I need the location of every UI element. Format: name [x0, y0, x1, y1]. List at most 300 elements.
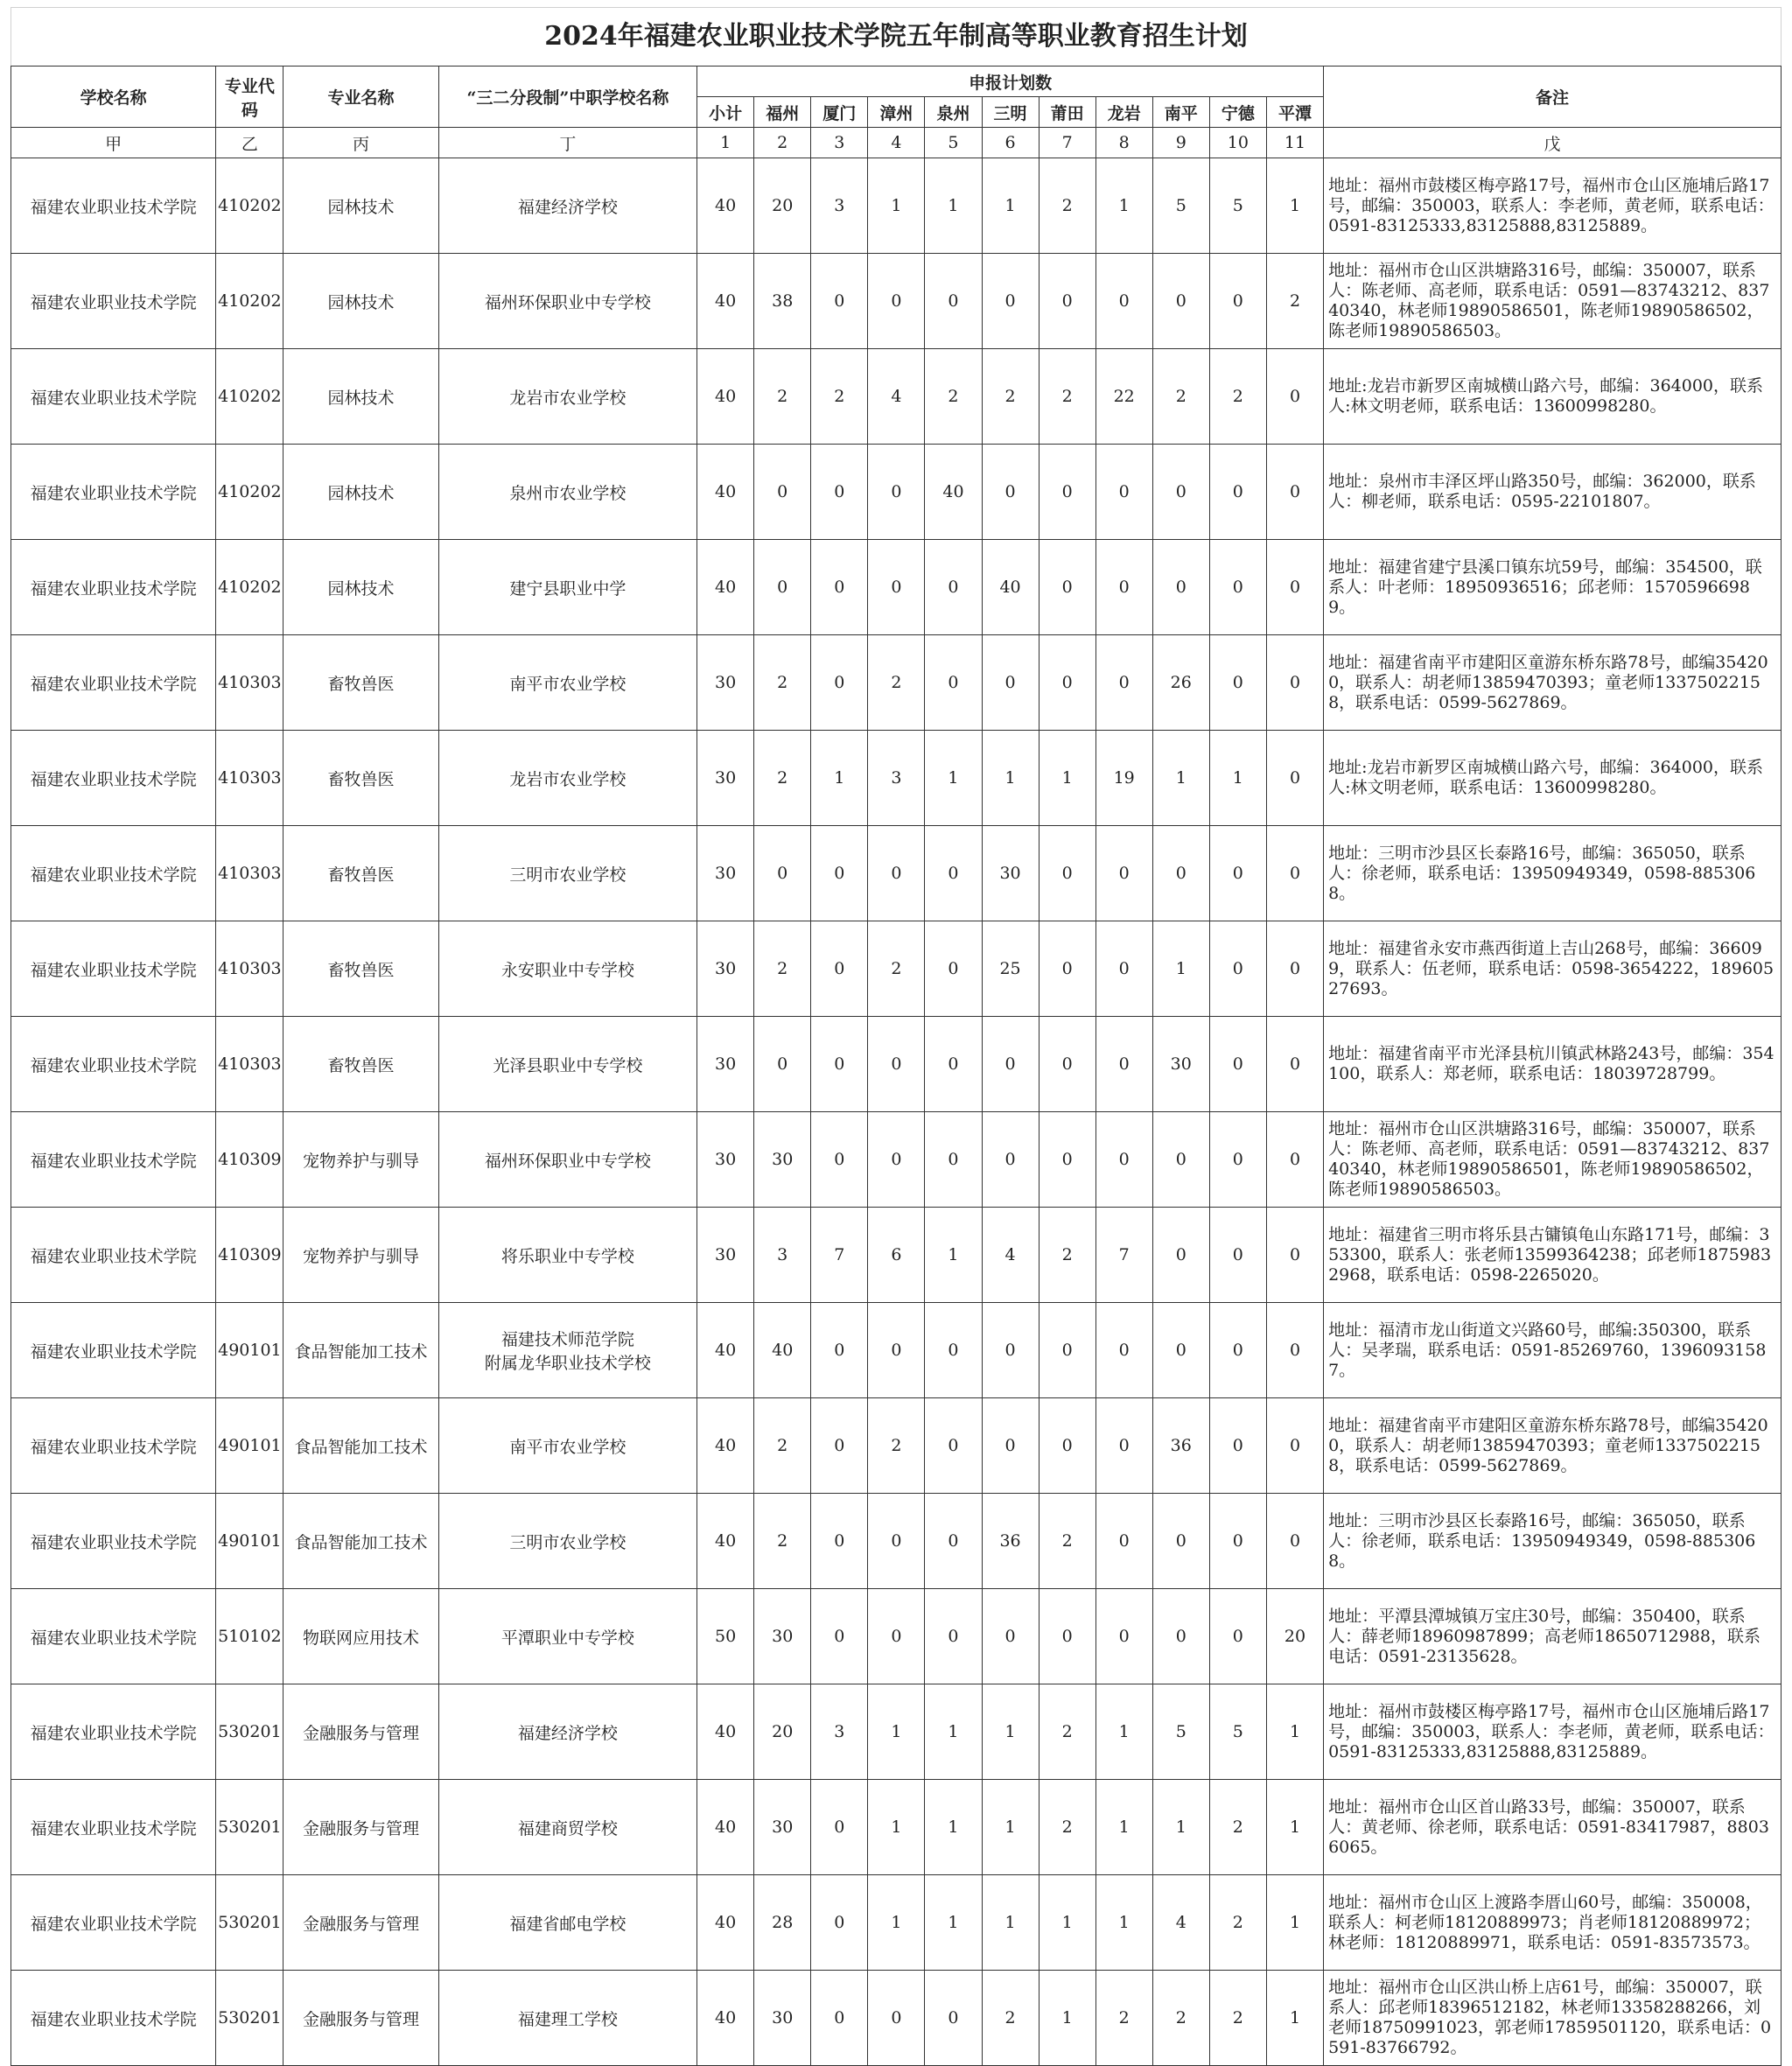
table-row — [11, 921, 1782, 1017]
header-plan-col: 福州 — [754, 97, 811, 128]
plan-count-cell: 36 — [982, 1494, 1039, 1589]
plan-count-cell: 1 — [1152, 731, 1209, 826]
major-cell: 畜牧兽医 — [284, 826, 438, 921]
plan-count-cell: 50 — [697, 1589, 754, 1684]
school-cell: 福建农业职业技术学院 — [11, 731, 216, 826]
index-cell: 甲 — [11, 128, 216, 158]
plan-count-cell: 1 — [982, 1684, 1039, 1780]
plan-count-cell: 0 — [1152, 254, 1209, 349]
plan-count-cell: 1 — [1266, 158, 1323, 254]
plan-count-cell: 36 — [1152, 1398, 1209, 1494]
plan-count-cell: 0 — [982, 635, 1039, 731]
code-cell: 510102 — [216, 1589, 284, 1684]
plan-count-cell: 0 — [1266, 1112, 1323, 1208]
partner-cell: 建宁县职业中学 — [438, 540, 696, 635]
school-cell: 福建农业职业技术学院 — [11, 540, 216, 635]
plan-count-cell: 0 — [1039, 1589, 1096, 1684]
plan-count-cell: 0 — [1096, 1398, 1152, 1494]
partner-cell: 光泽县职业中专学校 — [438, 1017, 696, 1112]
code-cell: 410303 — [216, 731, 284, 826]
plan-count-cell: 0 — [1039, 1017, 1096, 1112]
plan-count-cell: 0 — [1152, 445, 1209, 540]
header-plan-col: 小计 — [697, 97, 754, 128]
major-cell: 金融服务与管理 — [284, 1875, 438, 1971]
school-cell: 福建农业职业技术学院 — [11, 1589, 216, 1684]
note-cell: 地址：福建省南平市建阳区童游东桥东路78号，邮编354200，联系人：胡老师13859470393；童老师13375022158，联系电话：0599-5627869。 — [1324, 1398, 1782, 1494]
plan-count-cell: 0 — [982, 1589, 1039, 1684]
plan-count-cell: 0 — [982, 445, 1039, 540]
plan-count-cell: 1 — [925, 158, 982, 254]
partner-cell: 泉州市农业学校 — [438, 445, 696, 540]
plan-count-cell: 0 — [811, 1494, 868, 1589]
plan-count-cell: 0 — [1096, 1112, 1152, 1208]
plan-count-cell: 0 — [1152, 1208, 1209, 1303]
plan-count-cell: 40 — [697, 445, 754, 540]
enrollment-table — [10, 66, 1782, 2066]
note-cell: 地址：福建省永安市燕西街道上吉山268号，邮编：366099，联系人：伍老师，联系电话：0598-3654222，18960527693。 — [1324, 921, 1782, 1017]
plan-count-cell: 1 — [1152, 921, 1209, 1017]
index-cell: 戊 — [1324, 128, 1782, 158]
index-cell: 丙 — [284, 128, 438, 158]
plan-count-cell: 0 — [811, 1875, 868, 1971]
header-plan-col: 平潭 — [1266, 97, 1323, 128]
note-cell: 地址：福州市仓山区首山路33号，邮编：350007，联系人：黄老师、徐老师，联系电话：0591-83417987，88036065。 — [1324, 1780, 1782, 1875]
plan-count-cell: 22 — [1096, 349, 1152, 445]
partner-cell: 三明市农业学校 — [438, 826, 696, 921]
plan-count-cell: 2 — [868, 921, 925, 1017]
major-cell: 金融服务与管理 — [284, 1684, 438, 1780]
plan-count-cell: 0 — [868, 1017, 925, 1112]
header-major: 专业名称 — [284, 67, 438, 128]
table-row — [11, 1875, 1782, 1971]
plan-count-cell: 0 — [1209, 1398, 1266, 1494]
partner-cell: 福建理工学校 — [438, 1971, 696, 2066]
school-cell: 福建农业职业技术学院 — [11, 635, 216, 731]
plan-count-cell: 1 — [811, 731, 868, 826]
school-cell: 福建农业职业技术学院 — [11, 1112, 216, 1208]
table-row — [11, 1303, 1782, 1398]
plan-count-cell: 0 — [868, 1971, 925, 2066]
plan-count-cell: 40 — [754, 1303, 811, 1398]
table-row — [11, 158, 1782, 254]
plan-count-cell: 1 — [925, 1208, 982, 1303]
plan-count-cell: 19 — [1096, 731, 1152, 826]
plan-count-cell: 2 — [754, 731, 811, 826]
plan-count-cell: 0 — [925, 635, 982, 731]
index-cell: 2 — [754, 128, 811, 158]
plan-count-cell: 30 — [754, 1112, 811, 1208]
plan-count-cell: 30 — [697, 1017, 754, 1112]
plan-count-cell: 0 — [754, 826, 811, 921]
plan-count-cell: 0 — [811, 1398, 868, 1494]
plan-count-cell: 0 — [811, 540, 868, 635]
plan-count-cell: 0 — [1266, 921, 1323, 1017]
code-cell: 410303 — [216, 635, 284, 731]
plan-count-cell: 0 — [811, 445, 868, 540]
plan-count-cell: 0 — [1039, 445, 1096, 540]
plan-count-cell: 2 — [754, 1494, 811, 1589]
plan-count-cell: 2 — [1039, 1780, 1096, 1875]
plan-count-cell: 40 — [697, 254, 754, 349]
major-cell: 园林技术 — [284, 158, 438, 254]
table-row — [11, 826, 1782, 921]
plan-count-cell: 5 — [1152, 158, 1209, 254]
code-cell: 410309 — [216, 1208, 284, 1303]
code-cell: 410309 — [216, 1112, 284, 1208]
plan-count-cell: 1 — [1152, 1780, 1209, 1875]
plan-count-cell: 0 — [811, 1780, 868, 1875]
major-cell: 园林技术 — [284, 254, 438, 349]
plan-count-cell: 2 — [925, 349, 982, 445]
plan-count-cell: 40 — [697, 1875, 754, 1971]
plan-count-cell: 30 — [982, 826, 1039, 921]
table-row — [11, 1112, 1782, 1208]
plan-count-cell: 0 — [925, 1017, 982, 1112]
note-cell: 地址：福州市仓山区洪山桥上店61号，邮编：350007，联系人：邱老师18396512182，林老师13358288266，刘老师18750991023，郭老师17859501120，联系电话：0591-83766792。 — [1324, 1971, 1782, 2066]
table-row — [11, 731, 1782, 826]
partner-cell: 福建商贸学校 — [438, 1780, 696, 1875]
plan-count-cell: 5 — [1209, 158, 1266, 254]
plan-count-cell: 0 — [868, 445, 925, 540]
partner-cell: 永安职业中专学校 — [438, 921, 696, 1017]
plan-count-cell: 30 — [697, 826, 754, 921]
plan-count-cell: 0 — [1039, 1112, 1096, 1208]
plan-count-cell: 0 — [925, 1971, 982, 2066]
plan-count-cell: 2 — [1152, 349, 1209, 445]
plan-count-cell: 1 — [1039, 731, 1096, 826]
plan-count-cell: 0 — [1096, 1017, 1152, 1112]
plan-count-cell: 0 — [868, 1112, 925, 1208]
major-cell: 畜牧兽医 — [284, 921, 438, 1017]
plan-count-cell: 1 — [925, 1780, 982, 1875]
plan-count-cell: 0 — [811, 1589, 868, 1684]
plan-count-cell: 0 — [1209, 826, 1266, 921]
partner-cell: 南平市农业学校 — [438, 635, 696, 731]
code-cell: 530201 — [216, 1971, 284, 2066]
school-cell: 福建农业职业技术学院 — [11, 1494, 216, 1589]
plan-count-cell: 0 — [1096, 1303, 1152, 1398]
code-cell: 410202 — [216, 349, 284, 445]
header-plan-col: 南平 — [1152, 97, 1209, 128]
major-cell: 食品智能加工技术 — [284, 1494, 438, 1589]
plan-count-cell: 0 — [925, 1589, 982, 1684]
plan-count-cell: 0 — [1209, 1112, 1266, 1208]
plan-count-cell: 0 — [925, 1303, 982, 1398]
table-row — [11, 1398, 1782, 1494]
index-cell: 7 — [1039, 128, 1096, 158]
plan-count-cell: 0 — [1039, 826, 1096, 921]
major-cell: 畜牧兽医 — [284, 635, 438, 731]
plan-count-cell: 0 — [1209, 1208, 1266, 1303]
header-plan-col: 泉州 — [925, 97, 982, 128]
plan-count-cell: 0 — [1266, 731, 1323, 826]
note-cell: 地址：泉州市丰泽区坪山路350号，邮编：362000，联系人：柳老师，联系电话：0595-22101807。 — [1324, 445, 1782, 540]
code-cell: 410202 — [216, 445, 284, 540]
index-cell: 9 — [1152, 128, 1209, 158]
partner-cell: 南平市农业学校 — [438, 1398, 696, 1494]
plan-count-cell: 38 — [754, 254, 811, 349]
index-cell: 丁 — [438, 128, 696, 158]
plan-count-cell: 1 — [982, 158, 1039, 254]
major-cell: 宠物养护与驯导 — [284, 1208, 438, 1303]
note-cell: 地址：福州市鼓楼区梅亭路17号，福州市仓山区施埔后路17号，邮编：350003，联系人：李老师，黄老师，联系电话：0591-83125333,83125888,83125889。 — [1324, 158, 1782, 254]
page-title: 2024年福建农业职业技术学院五年制高等职业教育招生计划 — [10, 7, 1782, 66]
plan-count-cell: 0 — [1266, 1303, 1323, 1398]
partner-cell: 福建经济学校 — [438, 1684, 696, 1780]
code-cell: 410303 — [216, 921, 284, 1017]
plan-count-cell: 0 — [1096, 540, 1152, 635]
plan-count-cell: 0 — [1266, 1398, 1323, 1494]
plan-count-cell: 0 — [982, 1303, 1039, 1398]
table-row — [11, 254, 1782, 349]
plan-count-cell: 0 — [1209, 445, 1266, 540]
partner-cell: 福州环保职业中专学校 — [438, 1112, 696, 1208]
plan-count-cell: 0 — [1152, 826, 1209, 921]
school-cell: 福建农业职业技术学院 — [11, 1684, 216, 1780]
school-cell: 福建农业职业技术学院 — [11, 826, 216, 921]
plan-count-cell: 1 — [925, 731, 982, 826]
plan-count-cell: 1 — [982, 731, 1039, 826]
plan-count-cell: 0 — [868, 1303, 925, 1398]
school-cell: 福建农业职业技术学院 — [11, 1398, 216, 1494]
plan-count-cell: 0 — [1152, 540, 1209, 635]
plan-count-cell: 1 — [868, 158, 925, 254]
plan-count-cell: 2 — [1266, 254, 1323, 349]
note-cell: 地址：三明市沙县区长泰路16号，邮编：365050，联系人：徐老师，联系电话：13950949349，0598-8853068。 — [1324, 1494, 1782, 1589]
plan-count-cell: 30 — [697, 731, 754, 826]
plan-count-cell: 0 — [868, 1494, 925, 1589]
plan-count-cell: 0 — [925, 540, 982, 635]
plan-count-cell: 0 — [982, 1017, 1039, 1112]
plan-count-cell: 2 — [1209, 349, 1266, 445]
code-cell: 410303 — [216, 826, 284, 921]
index-cell: 4 — [868, 128, 925, 158]
plan-count-cell: 2 — [754, 635, 811, 731]
plan-count-cell: 0 — [1152, 1303, 1209, 1398]
note-cell: 地址：福建省南平市光泽县杭川镇武林路243号，邮编：354100，联系人：郑老师，联系电话：18039728799。 — [1324, 1017, 1782, 1112]
table-row — [11, 1208, 1782, 1303]
plan-count-cell: 0 — [982, 254, 1039, 349]
major-cell: 畜牧兽医 — [284, 1017, 438, 1112]
plan-count-cell: 0 — [1152, 1494, 1209, 1589]
header-plan-col: 龙岩 — [1096, 97, 1152, 128]
index-cell: 8 — [1096, 128, 1152, 158]
plan-count-cell: 1 — [1266, 1971, 1323, 2066]
major-cell: 宠物养护与驯导 — [284, 1112, 438, 1208]
plan-count-cell: 30 — [754, 1780, 811, 1875]
plan-count-cell: 40 — [697, 1780, 754, 1875]
code-cell: 530201 — [216, 1875, 284, 1971]
plan-count-cell: 40 — [697, 1494, 754, 1589]
plan-count-cell: 40 — [697, 349, 754, 445]
table-row — [11, 1589, 1782, 1684]
table-row — [11, 349, 1782, 445]
partner-cell: 龙岩市农业学校 — [438, 731, 696, 826]
header-plan-col: 宁德 — [1209, 97, 1266, 128]
partner-cell: 福建省邮电学校 — [438, 1875, 696, 1971]
major-cell: 物联网应用技术 — [284, 1589, 438, 1684]
partner-cell: 福建技术师范学院 附属龙华职业技术学校 — [438, 1303, 696, 1398]
plan-count-cell: 0 — [1266, 349, 1323, 445]
plan-count-cell: 0 — [1096, 635, 1152, 731]
plan-count-cell: 0 — [811, 635, 868, 731]
code-cell: 410202 — [216, 158, 284, 254]
plan-count-cell: 2 — [1039, 1208, 1096, 1303]
plan-count-cell: 2 — [868, 1398, 925, 1494]
plan-count-cell: 0 — [925, 254, 982, 349]
school-cell: 福建农业职业技术学院 — [11, 349, 216, 445]
plan-count-cell: 0 — [811, 1017, 868, 1112]
plan-count-cell: 30 — [697, 1208, 754, 1303]
plan-count-cell: 0 — [1209, 540, 1266, 635]
major-cell: 畜牧兽医 — [284, 731, 438, 826]
table-row — [11, 1971, 1782, 2066]
plan-count-cell: 0 — [1152, 1112, 1209, 1208]
index-cell: 乙 — [216, 128, 284, 158]
note-cell: 地址：平潭县潭城镇万宝庄30号，邮编：350400，联系人：薛老师18960987899；高老师18650712988，联系电话：0591-23135628。 — [1324, 1589, 1782, 1684]
plan-count-cell: 2 — [1039, 1494, 1096, 1589]
note-cell: 地址：福州市仓山区上渡路李厝山60号，邮编：350008，联系人：柯老师18120889973；肖老师18120889972；林老师：18120889971，联系电话：0591-83573573。 — [1324, 1875, 1782, 1971]
plan-count-cell: 3 — [811, 158, 868, 254]
plan-count-cell: 2 — [754, 921, 811, 1017]
plan-count-cell: 1 — [925, 1684, 982, 1780]
school-cell: 福建农业职业技术学院 — [11, 1971, 216, 2066]
plan-count-cell: 2 — [1039, 158, 1096, 254]
note-cell: 地址：福州市鼓楼区梅亭路17号，福州市仓山区施埔后路17号，邮编：350003，联系人：李老师，黄老师，联系电话：0591-83125333,83125888,83125889。 — [1324, 1684, 1782, 1780]
partner-cell: 三明市农业学校 — [438, 1494, 696, 1589]
plan-count-cell: 0 — [1039, 254, 1096, 349]
plan-count-cell: 0 — [1266, 826, 1323, 921]
header-code: 专业代码 — [216, 67, 284, 128]
index-cell: 11 — [1266, 128, 1323, 158]
header-plan-col: 莆田 — [1039, 97, 1096, 128]
plan-count-cell: 2 — [1209, 1971, 1266, 2066]
plan-count-cell: 0 — [1039, 1303, 1096, 1398]
plan-count-cell: 20 — [1266, 1589, 1323, 1684]
plan-count-cell: 0 — [1266, 1208, 1323, 1303]
plan-count-cell: 0 — [1096, 1589, 1152, 1684]
plan-count-cell: 0 — [1209, 1017, 1266, 1112]
plan-count-cell: 0 — [1209, 1303, 1266, 1398]
plan-count-cell: 0 — [1096, 254, 1152, 349]
plan-count-cell: 1 — [925, 1875, 982, 1971]
plan-count-cell: 0 — [811, 1971, 868, 2066]
major-cell: 园林技术 — [284, 349, 438, 445]
major-cell: 食品智能加工技术 — [284, 1303, 438, 1398]
plan-count-cell: 3 — [754, 1208, 811, 1303]
table-row — [11, 1684, 1782, 1780]
plan-count-cell: 0 — [925, 921, 982, 1017]
plan-count-cell: 6 — [868, 1208, 925, 1303]
major-cell: 金融服务与管理 — [284, 1780, 438, 1875]
code-cell: 410202 — [216, 254, 284, 349]
plan-count-cell: 0 — [754, 1017, 811, 1112]
plan-count-cell: 7 — [811, 1208, 868, 1303]
code-cell: 530201 — [216, 1780, 284, 1875]
plan-count-cell: 3 — [868, 731, 925, 826]
plan-count-cell: 4 — [982, 1208, 1039, 1303]
plan-count-cell: 30 — [697, 921, 754, 1017]
plan-count-cell: 0 — [811, 921, 868, 1017]
plan-count-cell: 0 — [1096, 1494, 1152, 1589]
plan-count-cell: 0 — [811, 254, 868, 349]
plan-count-cell: 2 — [1209, 1875, 1266, 1971]
plan-count-cell: 0 — [1266, 445, 1323, 540]
table-row — [11, 1494, 1782, 1589]
index-cell: 3 — [811, 128, 868, 158]
note-cell: 地址：福建省南平市建阳区童游东桥东路78号，邮编354200，联系人：胡老师13859470393；童老师13375022158，联系电话：0599-5627869。 — [1324, 635, 1782, 731]
note-cell: 地址：福建省建宁县溪口镇东坑59号，邮编：354500，联系人：叶老师：18950936516；邱老师：15705966989。 — [1324, 540, 1782, 635]
index-cell: 10 — [1209, 128, 1266, 158]
plan-count-cell: 25 — [982, 921, 1039, 1017]
plan-count-cell: 40 — [697, 158, 754, 254]
plan-count-cell: 0 — [982, 1112, 1039, 1208]
code-cell: 490101 — [216, 1494, 284, 1589]
table-row — [11, 445, 1782, 540]
plan-count-cell: 0 — [811, 826, 868, 921]
table-row — [11, 540, 1782, 635]
plan-count-cell: 0 — [1039, 540, 1096, 635]
plan-count-cell: 1 — [982, 1780, 1039, 1875]
partner-cell: 平潭职业中专学校 — [438, 1589, 696, 1684]
code-cell: 490101 — [216, 1303, 284, 1398]
header-school: 学校名称 — [11, 67, 216, 128]
spreadsheet — [10, 7, 1782, 2066]
partner-cell: 福州环保职业中专学校 — [438, 254, 696, 349]
school-cell: 福建农业职业技术学院 — [11, 158, 216, 254]
school-cell: 福建农业职业技术学院 — [11, 1780, 216, 1875]
plan-count-cell: 1 — [1096, 158, 1152, 254]
school-cell: 福建农业职业技术学院 — [11, 921, 216, 1017]
header-note: 备注 — [1324, 67, 1782, 128]
partner-cell: 福建经济学校 — [438, 158, 696, 254]
plan-count-cell: 1 — [1209, 731, 1266, 826]
plan-count-cell: 1 — [1266, 1780, 1323, 1875]
plan-count-cell: 2 — [868, 635, 925, 731]
partner-cell: 将乐职业中专学校 — [438, 1208, 696, 1303]
major-cell: 食品智能加工技术 — [284, 1398, 438, 1494]
note-cell: 地址:龙岩市新罗区南城横山路六号，邮编：364000，联系人:林文明老师，联系电话：13600998280。 — [1324, 731, 1782, 826]
note-cell: 地址：福州市仓山区洪塘路316号，邮编：350007，联系人：陈老师、高老师，联系电话：0591—83743212、83740340，林老师19890586501，陈老师19890586502，陈老师19890586503。 — [1324, 254, 1782, 349]
plan-count-cell: 2 — [754, 1398, 811, 1494]
plan-count-cell: 0 — [1039, 1398, 1096, 1494]
plan-count-cell: 40 — [697, 1398, 754, 1494]
plan-count-cell: 0 — [1096, 921, 1152, 1017]
code-cell: 530201 — [216, 1684, 284, 1780]
plan-count-cell: 5 — [1209, 1684, 1266, 1780]
plan-count-cell: 2 — [754, 349, 811, 445]
plan-count-cell: 4 — [868, 349, 925, 445]
table-row — [11, 1780, 1782, 1875]
plan-count-cell: 0 — [925, 826, 982, 921]
plan-count-cell: 0 — [925, 1112, 982, 1208]
note-cell: 地址：三明市沙县区长泰路16号，邮编：365050，联系人：徐老师，联系电话：13950949349，0598-8853068。 — [1324, 826, 1782, 921]
plan-count-cell: 0 — [1209, 254, 1266, 349]
plan-count-cell: 40 — [697, 1684, 754, 1780]
header-plan-col: 厦门 — [811, 97, 868, 128]
plan-count-cell: 1 — [982, 1875, 1039, 1971]
major-cell: 园林技术 — [284, 445, 438, 540]
plan-count-cell: 26 — [1152, 635, 1209, 731]
plan-count-cell: 0 — [868, 540, 925, 635]
plan-count-cell: 0 — [1209, 1589, 1266, 1684]
plan-count-cell: 5 — [1152, 1684, 1209, 1780]
plan-count-cell: 0 — [1209, 921, 1266, 1017]
plan-count-cell: 0 — [1096, 826, 1152, 921]
plan-count-cell: 1 — [1266, 1684, 1323, 1780]
plan-count-cell: 1 — [1039, 1971, 1096, 2066]
header-partner-school: “三二分段制”中职学校名称 — [438, 67, 696, 128]
